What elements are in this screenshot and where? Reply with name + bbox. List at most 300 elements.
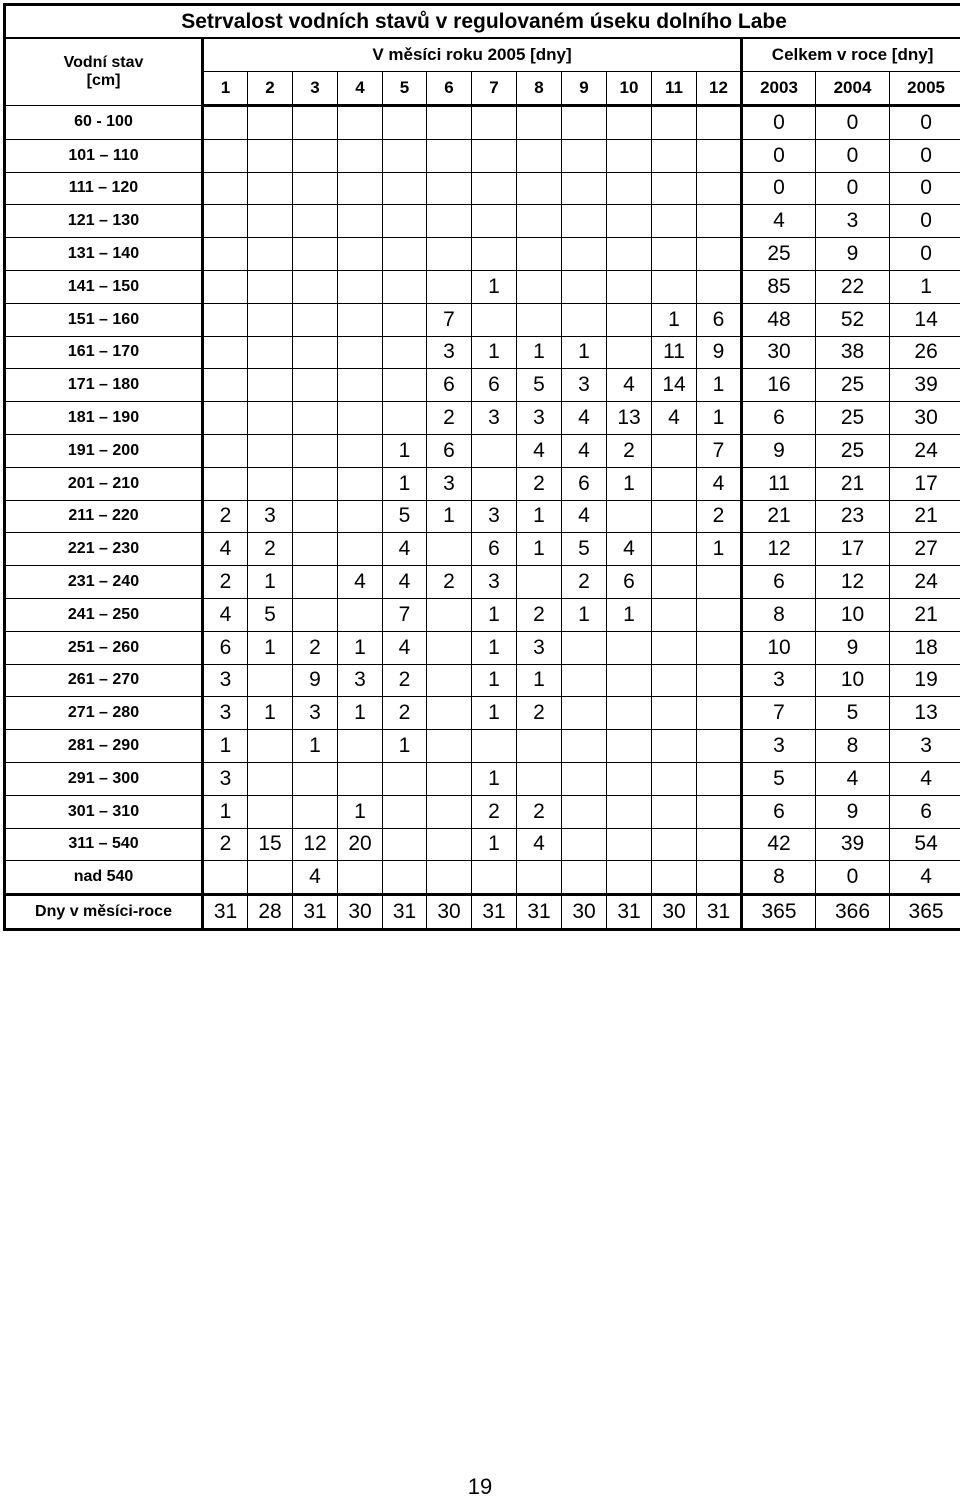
month-cell [517, 861, 562, 895]
month-cell: 31 [697, 895, 742, 930]
month-cell: 5 [517, 369, 562, 402]
month-cell [338, 434, 383, 467]
month-cell [607, 664, 652, 697]
month-cell [607, 205, 652, 238]
row-label: Dny v měsíci-roce [5, 895, 203, 930]
row-label: 60 - 100 [5, 106, 203, 140]
month-cell [562, 730, 607, 763]
month-cell: 1 [472, 270, 517, 303]
month-cell [248, 336, 293, 369]
month-cell [383, 270, 427, 303]
month-cell: 31 [517, 895, 562, 930]
row-label: 251 – 260 [5, 631, 203, 664]
row-label: 271 – 280 [5, 697, 203, 730]
month-cell: 9 [293, 664, 338, 697]
year-total-cell: 48 [742, 303, 816, 336]
month-cell: 1 [472, 631, 517, 664]
table-row [5, 238, 960, 271]
month-cell: 2 [383, 664, 427, 697]
year-total-cell: 3 [890, 730, 960, 763]
month-cell [293, 270, 338, 303]
month-cell [203, 238, 248, 271]
month-cell: 1 [427, 500, 472, 533]
month-cell: 4 [652, 402, 697, 435]
year-total-cell: 6 [890, 795, 960, 828]
month-cell [427, 762, 472, 795]
month-cell [697, 238, 742, 271]
years-group-header: Celkem v roce [dny] [742, 38, 960, 72]
month-cell [293, 795, 338, 828]
month-cell [427, 139, 472, 172]
table-row [5, 730, 960, 763]
table-row [5, 598, 960, 631]
row-label: 181 – 190 [5, 402, 203, 435]
month-cell [427, 533, 472, 566]
month-cell [203, 270, 248, 303]
month-cell: 4 [562, 500, 607, 533]
year-total-cell: 21 [890, 500, 960, 533]
month-cell [338, 402, 383, 435]
month-cell [293, 106, 338, 140]
month-cell [652, 631, 697, 664]
month-cell [293, 402, 338, 435]
month-cell [652, 861, 697, 895]
month-cell [338, 336, 383, 369]
month-cell [697, 697, 742, 730]
row-label: 261 – 270 [5, 664, 203, 697]
table-row [5, 861, 960, 895]
month-cell: 9 [697, 336, 742, 369]
month-cell: 4 [517, 828, 562, 861]
month-header-9: 9 [562, 72, 607, 106]
year-total-cell: 25 [816, 434, 890, 467]
month-cell: 4 [293, 861, 338, 895]
month-cell [652, 172, 697, 205]
month-cell [607, 238, 652, 271]
month-header-1: 1 [203, 72, 248, 106]
month-cell: 4 [562, 402, 607, 435]
year-total-cell: 6 [742, 566, 816, 599]
year-total-cell: 13 [890, 697, 960, 730]
table-row [5, 139, 960, 172]
month-cell: 2 [383, 697, 427, 730]
year-total-cell: 14 [890, 303, 960, 336]
table-row [5, 303, 960, 336]
level-header-line1: Vodní stav [63, 54, 144, 71]
year-total-cell: 25 [816, 402, 890, 435]
month-header-2: 2 [248, 72, 293, 106]
year-total-cell: 8 [742, 861, 816, 895]
month-cell: 6 [607, 566, 652, 599]
month-cell: 2 [472, 795, 517, 828]
year-header-2005: 2005 [890, 72, 960, 106]
month-cell [562, 139, 607, 172]
year-total-cell: 30 [742, 336, 816, 369]
month-cell [652, 566, 697, 599]
month-cell [562, 697, 607, 730]
month-cell [338, 303, 383, 336]
month-cell: 4 [338, 566, 383, 599]
month-cell [338, 205, 383, 238]
month-cell [293, 238, 338, 271]
month-cell [562, 664, 607, 697]
month-cell [248, 861, 293, 895]
year-header-2003: 2003 [742, 72, 816, 106]
month-cell: 1 [472, 828, 517, 861]
month-cell [383, 795, 427, 828]
month-cell: 2 [203, 566, 248, 599]
month-cell [383, 336, 427, 369]
persistence-table [3, 3, 960, 931]
month-cell [248, 303, 293, 336]
month-header-12: 12 [697, 72, 742, 106]
year-total-cell: 42 [742, 828, 816, 861]
month-cell: 1 [472, 697, 517, 730]
month-cell [338, 533, 383, 566]
table-row [5, 467, 960, 500]
month-cell [203, 402, 248, 435]
month-cell [562, 106, 607, 140]
year-total-cell: 85 [742, 270, 816, 303]
row-label: 111 – 120 [5, 172, 203, 205]
year-total-cell: 21 [816, 467, 890, 500]
month-cell [383, 762, 427, 795]
table-row [5, 402, 960, 435]
month-cell [652, 598, 697, 631]
month-cell [427, 598, 472, 631]
month-cell [248, 205, 293, 238]
month-cell [562, 828, 607, 861]
table-row [5, 369, 960, 402]
month-header-5: 5 [383, 72, 427, 106]
year-total-cell: 6 [742, 795, 816, 828]
month-cell [697, 631, 742, 664]
month-cell [472, 205, 517, 238]
row-label: 161 – 170 [5, 336, 203, 369]
month-cell: 4 [203, 533, 248, 566]
year-total-cell: 12 [742, 533, 816, 566]
month-cell: 2 [697, 500, 742, 533]
month-cell [607, 172, 652, 205]
month-cell [203, 303, 248, 336]
month-cell [248, 238, 293, 271]
row-label: 211 – 220 [5, 500, 203, 533]
month-cell [607, 270, 652, 303]
month-cell [203, 434, 248, 467]
month-cell [383, 172, 427, 205]
month-cell: 1 [562, 336, 607, 369]
month-cell: 1 [472, 336, 517, 369]
month-cell [248, 172, 293, 205]
year-total-cell: 0 [890, 139, 960, 172]
month-cell [293, 139, 338, 172]
month-cell: 4 [383, 566, 427, 599]
year-total-cell: 0 [890, 106, 960, 140]
year-total-cell: 4 [816, 762, 890, 795]
month-cell [697, 205, 742, 238]
level-column-header [5, 38, 203, 106]
year-total-cell: 0 [742, 139, 816, 172]
year-total-cell: 23 [816, 500, 890, 533]
year-total-cell: 18 [890, 631, 960, 664]
month-cell: 31 [203, 895, 248, 930]
month-header-11: 11 [652, 72, 697, 106]
month-cell: 30 [652, 895, 697, 930]
month-cell [562, 631, 607, 664]
month-cell: 3 [472, 500, 517, 533]
month-cell: 1 [338, 795, 383, 828]
year-total-cell: 0 [816, 861, 890, 895]
month-cell: 31 [472, 895, 517, 930]
month-cell [427, 238, 472, 271]
month-cell [248, 730, 293, 763]
month-cell [203, 205, 248, 238]
month-cell [293, 566, 338, 599]
year-header-2004: 2004 [816, 72, 890, 106]
month-cell [652, 795, 697, 828]
month-cell [697, 270, 742, 303]
month-cell [383, 139, 427, 172]
table-row [5, 270, 960, 303]
year-total-cell: 9 [742, 434, 816, 467]
month-cell: 5 [383, 500, 427, 533]
month-cell: 6 [203, 631, 248, 664]
month-cell [562, 303, 607, 336]
year-total-cell: 10 [816, 598, 890, 631]
year-total-cell: 4 [890, 861, 960, 895]
month-cell: 1 [472, 762, 517, 795]
table-row [5, 106, 960, 140]
month-cell [607, 730, 652, 763]
year-total-cell: 52 [816, 303, 890, 336]
month-cell: 1 [383, 434, 427, 467]
month-cell [248, 664, 293, 697]
month-cell [607, 303, 652, 336]
month-cell: 4 [607, 533, 652, 566]
month-cell: 4 [607, 369, 652, 402]
month-cell: 1 [697, 533, 742, 566]
month-cell [203, 139, 248, 172]
month-cell [338, 861, 383, 895]
month-cell [652, 533, 697, 566]
year-total-cell: 0 [816, 172, 890, 205]
month-cell: 6 [427, 369, 472, 402]
month-cell [607, 139, 652, 172]
month-cell: 1 [517, 336, 562, 369]
month-cell [607, 795, 652, 828]
month-cell [338, 467, 383, 500]
year-total-cell: 5 [816, 697, 890, 730]
month-cell: 7 [427, 303, 472, 336]
month-cell [652, 205, 697, 238]
month-header-10: 10 [607, 72, 652, 106]
row-label: 201 – 210 [5, 467, 203, 500]
month-cell: 20 [338, 828, 383, 861]
table-row [5, 631, 960, 664]
month-cell: 31 [607, 895, 652, 930]
month-cell [427, 730, 472, 763]
row-label: 151 – 160 [5, 303, 203, 336]
month-cell [517, 238, 562, 271]
month-cell [203, 467, 248, 500]
year-total-cell: 11 [742, 467, 816, 500]
year-total-cell: 39 [816, 828, 890, 861]
month-cell [607, 336, 652, 369]
year-total-cell: 24 [890, 566, 960, 599]
month-cell: 30 [562, 895, 607, 930]
month-cell [203, 336, 248, 369]
totals-row [5, 895, 960, 930]
month-cell [562, 238, 607, 271]
month-cell [607, 500, 652, 533]
row-label: 311 – 540 [5, 828, 203, 861]
year-total-cell: 0 [742, 172, 816, 205]
month-cell [293, 172, 338, 205]
table-title: Setrvalost vodních stavů v regulovaném úseku dolního Labe [5, 5, 960, 39]
month-cell: 1 [607, 598, 652, 631]
year-total-cell: 25 [742, 238, 816, 271]
month-cell [338, 238, 383, 271]
month-cell [427, 106, 472, 140]
month-cell: 31 [383, 895, 427, 930]
month-cell [293, 303, 338, 336]
month-cell [652, 697, 697, 730]
month-cell [383, 238, 427, 271]
month-cell [562, 205, 607, 238]
month-cell [248, 467, 293, 500]
month-cell [293, 369, 338, 402]
table-row [5, 566, 960, 599]
month-cell [383, 369, 427, 402]
year-total-cell: 30 [890, 402, 960, 435]
month-cell [248, 369, 293, 402]
month-cell: 2 [203, 500, 248, 533]
month-cell [248, 106, 293, 140]
year-total-cell: 5 [742, 762, 816, 795]
year-total-cell: 0 [890, 238, 960, 271]
month-cell: 4 [697, 467, 742, 500]
page-number: 19 [467, 1474, 493, 1499]
row-label: 241 – 250 [5, 598, 203, 631]
month-cell: 3 [472, 566, 517, 599]
month-cell [472, 139, 517, 172]
month-cell: 6 [562, 467, 607, 500]
table-row [5, 205, 960, 238]
month-cell: 1 [562, 598, 607, 631]
month-cell: 1 [517, 500, 562, 533]
year-total-cell: 3 [816, 205, 890, 238]
months-group-header: V měsíci roku 2005 [dny] [203, 38, 742, 72]
year-total-cell: 19 [890, 664, 960, 697]
month-cell: 3 [427, 336, 472, 369]
month-cell: 12 [293, 828, 338, 861]
month-cell: 5 [248, 598, 293, 631]
month-cell: 1 [517, 664, 562, 697]
month-cell: 2 [427, 566, 472, 599]
month-cell: 1 [248, 566, 293, 599]
year-total-cell: 366 [816, 895, 890, 930]
month-header-4: 4 [338, 72, 383, 106]
month-cell [203, 861, 248, 895]
month-cell [517, 730, 562, 763]
year-total-cell: 10 [816, 664, 890, 697]
month-header-3: 3 [293, 72, 338, 106]
month-cell: 2 [248, 533, 293, 566]
month-cell [697, 566, 742, 599]
level-header-line2: [cm] [86, 72, 121, 89]
month-cell [248, 434, 293, 467]
month-cell: 3 [203, 762, 248, 795]
month-cell: 2 [427, 402, 472, 435]
year-total-cell: 22 [816, 270, 890, 303]
month-cell [248, 762, 293, 795]
month-cell [607, 828, 652, 861]
table-row [5, 762, 960, 795]
month-cell [383, 828, 427, 861]
month-cell: 6 [697, 303, 742, 336]
month-cell: 4 [517, 434, 562, 467]
month-cell [383, 303, 427, 336]
month-cell [607, 762, 652, 795]
month-cell [517, 172, 562, 205]
month-cell: 3 [472, 402, 517, 435]
year-total-cell: 16 [742, 369, 816, 402]
month-cell: 6 [472, 533, 517, 566]
month-cell [697, 172, 742, 205]
year-total-cell: 0 [742, 106, 816, 140]
month-cell [697, 139, 742, 172]
month-cell [517, 762, 562, 795]
month-cell: 2 [203, 828, 248, 861]
month-cell [383, 205, 427, 238]
year-total-cell: 8 [816, 730, 890, 763]
year-total-cell: 39 [890, 369, 960, 402]
month-cell: 14 [652, 369, 697, 402]
month-cell [607, 861, 652, 895]
month-cell: 2 [517, 467, 562, 500]
month-cell: 6 [472, 369, 517, 402]
month-cell: 1 [383, 730, 427, 763]
row-label: 101 – 110 [5, 139, 203, 172]
month-cell [472, 434, 517, 467]
year-total-cell: 17 [890, 467, 960, 500]
month-cell: 7 [697, 434, 742, 467]
month-cell: 1 [338, 631, 383, 664]
row-label: 171 – 180 [5, 369, 203, 402]
month-cell [472, 106, 517, 140]
year-total-cell: 21 [890, 598, 960, 631]
month-cell [338, 598, 383, 631]
month-cell [427, 205, 472, 238]
year-total-cell: 1 [890, 270, 960, 303]
year-total-cell: 12 [816, 566, 890, 599]
month-cell [248, 270, 293, 303]
month-cell [562, 270, 607, 303]
month-cell [562, 795, 607, 828]
month-cell [472, 730, 517, 763]
table-row [5, 828, 960, 861]
month-cell [697, 730, 742, 763]
month-cell [293, 598, 338, 631]
month-cell [248, 139, 293, 172]
month-cell [517, 139, 562, 172]
month-cell [607, 697, 652, 730]
year-total-cell: 3 [742, 664, 816, 697]
month-cell [697, 598, 742, 631]
month-cell: 3 [562, 369, 607, 402]
year-total-cell: 7 [742, 697, 816, 730]
month-cell: 3 [203, 664, 248, 697]
